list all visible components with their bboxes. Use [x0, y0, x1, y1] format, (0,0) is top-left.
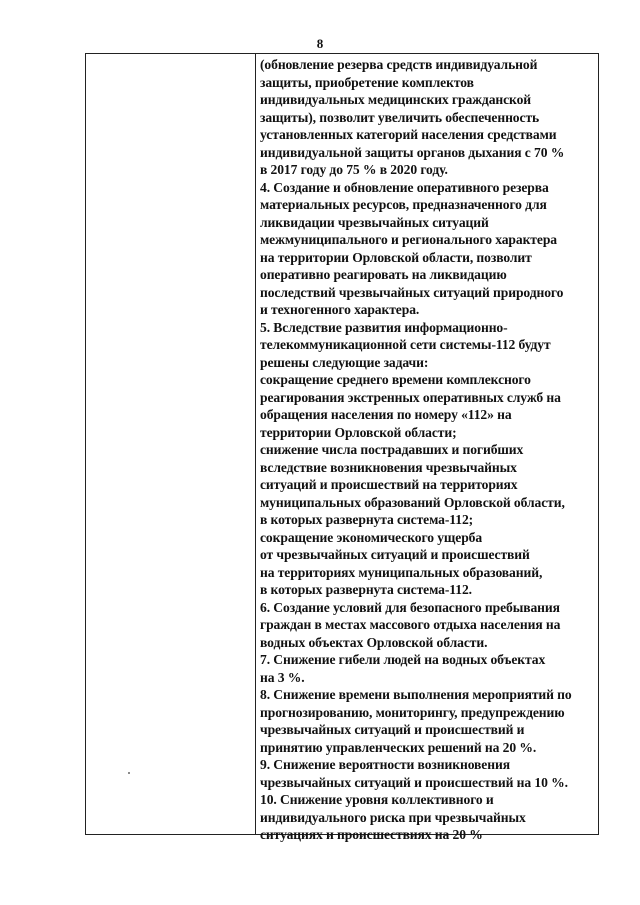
results-table	[85, 53, 599, 842]
text-line: сокращение экономического ущерба	[260, 529, 483, 545]
text-line: принятию управленческих решений на 20 %.	[260, 739, 537, 755]
text-line: на 3 %.	[260, 669, 305, 685]
text-line: ситуациях и происшествиях на 20 %	[260, 827, 483, 842]
text-line: прогнозированию, мониторингу, предупреждению	[260, 704, 565, 720]
table-right-cell	[256, 54, 598, 842]
text-line: муниципальных образований Орловской области,	[260, 494, 565, 510]
text-line: снижение числа пострадавших и погибших	[260, 442, 524, 457]
text-line: чрезвычайных ситуаций и происшествий и	[260, 722, 525, 737]
text-line: реагирования экстренных оперативных служб на	[260, 389, 561, 405]
text-line: решены следующие задачи:	[260, 354, 429, 370]
text-line: в которых развернута система-112.	[260, 582, 472, 597]
text-line: в 2017 году до 75 % в 2020 году.	[260, 162, 448, 177]
text-line: индивидуальных медицинских гражданской	[260, 92, 532, 107]
text-line: защиты), позволит увеличить обеспеченность	[260, 109, 540, 125]
text-line: территории Орловской области;	[260, 424, 457, 440]
text-line: в которых развернута система-112;	[260, 512, 474, 527]
table-left-cell	[86, 54, 256, 834]
text-line: ликвидации чрезвычайных ситуаций	[260, 214, 489, 230]
text-line: установленных категорий населения средствами	[260, 127, 557, 142]
text-line: 7. Снижение гибели людей на водных объектах	[260, 652, 546, 667]
text-line: ситуаций и происшествий на территориях	[260, 477, 518, 492]
text-line: сокращение среднего времени комплексного	[260, 372, 531, 387]
text-line: последствий чрезвычайных ситуаций природного	[260, 284, 564, 300]
text-line: 4. Создание и обновление оперативного резерва	[260, 179, 549, 195]
scan-speck	[128, 772, 130, 774]
text-line: обращения населения по номеру «112» на	[260, 407, 512, 422]
text-line: оперативно реагировать на ликвидацию	[260, 267, 507, 282]
text-line: материальных ресурсов, предназначенного для	[260, 197, 547, 212]
text-line: телекоммуникационной сети системы-112 будут	[260, 337, 551, 352]
text-line: защиты, приобретение комплектов	[260, 74, 474, 90]
text-line: вследствие возникновения чрезвычайных	[260, 459, 517, 475]
text-line: 6. Создание условий для безопасного пребывания	[260, 599, 560, 615]
text-line: индивидуального риска при чрезвычайных	[260, 809, 526, 825]
text-line: чрезвычайных ситуаций и происшествий на 10 %.	[260, 774, 568, 790]
text-line: водных объектах Орловской области.	[260, 634, 488, 650]
text-line: граждан в местах массового отдыха населения на	[260, 617, 561, 632]
text-line: и техногенного характера.	[260, 302, 420, 317]
text-line: 5. Вследствие развития информационно-	[260, 319, 508, 335]
text-line: на территориях муниципальных образований,	[260, 564, 543, 580]
page-number: 8	[316, 36, 324, 51]
text-line: межмуниципального и регионального характера	[260, 232, 557, 247]
text-line: индивидуальной защиты органов дыхания с 70 %	[260, 144, 565, 160]
text-line: 9. Снижение вероятности возникновения	[260, 757, 510, 772]
text-line: на территории Орловской области, позволит	[260, 249, 532, 265]
text-line: от чрезвычайных ситуаций и происшествий	[260, 547, 530, 562]
text-line: 10. Снижение уровня коллективного и	[260, 792, 494, 807]
text-line: 8. Снижение времени выполнения мероприятий по	[260, 687, 572, 702]
text-line: (обновление резерва средств индивидуальной	[260, 57, 538, 72]
